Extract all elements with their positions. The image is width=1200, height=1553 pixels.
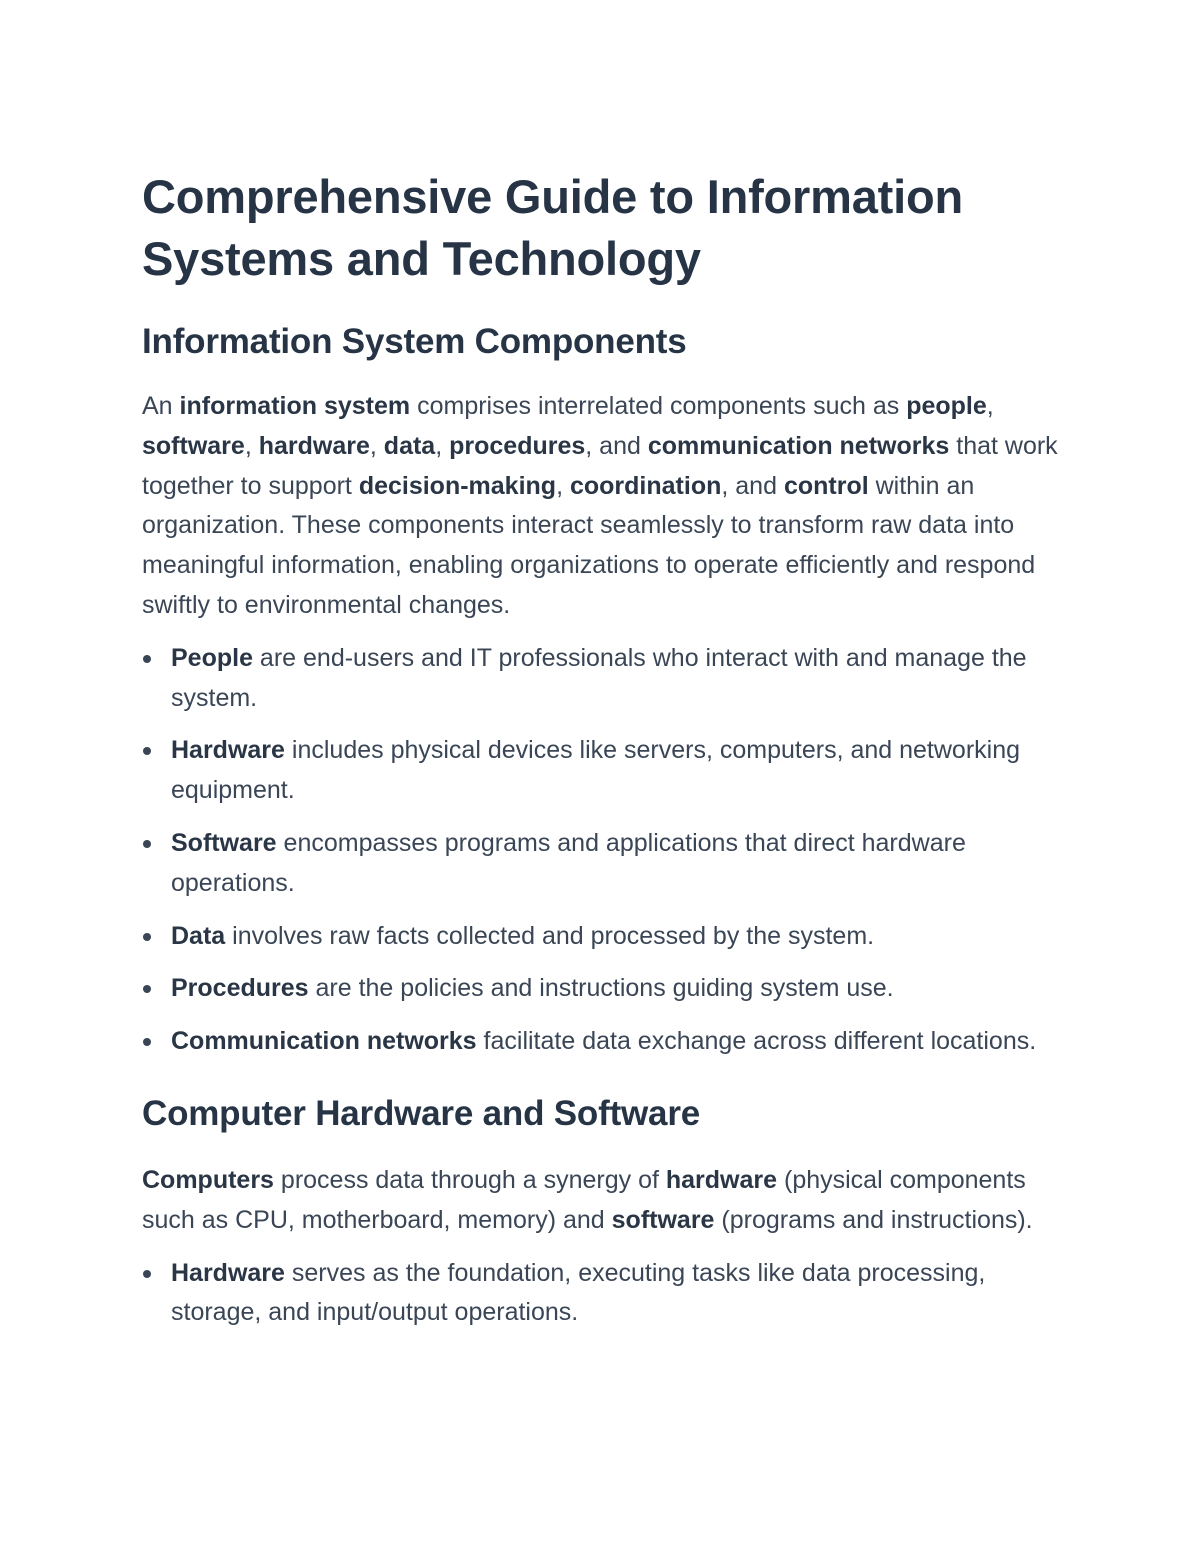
list-item-text: serves as the foundation, executing tasks like data processing, storage, and input/output operations. xyxy=(171,1258,986,1327)
components-bullet-list xyxy=(142,639,1060,1062)
text-run: (programs and instructions). xyxy=(714,1205,1033,1234)
section-heading-components: Information System Components xyxy=(142,322,687,361)
bullet-icon xyxy=(143,655,151,663)
components-intro-paragraph xyxy=(142,387,1060,626)
section-heading-hardware-software: Computer Hardware and Software xyxy=(142,1093,700,1133)
bullet-icon xyxy=(143,840,151,848)
bold-term: hardware xyxy=(258,431,370,460)
list-item-text: encompasses programs and applications that direct hardware operations. xyxy=(171,828,966,897)
bold-term: Computers xyxy=(142,1165,274,1194)
list-item xyxy=(142,731,1060,811)
list-item-term: Procedures xyxy=(171,974,309,1003)
text-run: , xyxy=(244,431,259,460)
bold-term: information system xyxy=(179,392,411,420)
bullet-icon xyxy=(143,1270,151,1278)
list-item-text: are the policies and instructions guiding system use. xyxy=(308,974,894,1003)
text-run: that work together to support xyxy=(142,431,1058,500)
bold-term: software xyxy=(611,1205,715,1234)
bold-term: hardware xyxy=(665,1165,778,1194)
bullet-icon xyxy=(143,1038,151,1046)
bold-term: procedures xyxy=(449,431,586,460)
list-item-term: Hardware xyxy=(171,736,285,765)
hardware-bullet-list xyxy=(142,1254,1060,1334)
bullet-icon xyxy=(143,747,151,755)
list-item-term: Software xyxy=(171,828,277,857)
list-item-term: Communication networks xyxy=(171,1027,477,1056)
list-item-text: facilitate data exchange across different locations. xyxy=(476,1027,1037,1056)
text-run: An xyxy=(142,392,180,420)
list-item-term: Hardware xyxy=(171,1258,285,1287)
text-run: , xyxy=(986,392,994,420)
list-item-term: People xyxy=(171,643,253,672)
bold-term: data xyxy=(383,431,436,460)
text-run: , xyxy=(369,431,384,460)
bold-term: communication networks xyxy=(647,431,950,460)
list-item xyxy=(142,639,1060,719)
text-run: , xyxy=(556,471,570,500)
list-item xyxy=(142,969,1060,1009)
bold-term: decision-making xyxy=(358,471,557,500)
list-item-text: includes physical devices like servers, computers, and networking equipment. xyxy=(171,736,1021,805)
text-run: , xyxy=(435,431,450,460)
list-item xyxy=(142,1022,1060,1062)
text-run: (physical components such as CPU, motherboard, memory) and xyxy=(142,1165,1026,1234)
hardware-intro-paragraph xyxy=(142,1161,1060,1241)
bold-term: coordination xyxy=(569,471,722,500)
bold-term: control xyxy=(783,471,869,500)
list-item-term: Data xyxy=(171,921,226,950)
list-item xyxy=(142,1254,1060,1334)
bold-term: software xyxy=(142,431,245,460)
text-run: process data through a synergy of xyxy=(273,1165,666,1194)
list-item-text: are end-users and IT professionals who interact with and manage the system. xyxy=(171,643,1027,712)
bullet-icon xyxy=(143,933,151,941)
list-item-text: involves raw facts collected and processed by the system. xyxy=(225,921,875,950)
list-item xyxy=(142,917,1060,957)
text-run: within an organization. These components interact seamlessly to transform raw data into meaningful information, enabling organizations to operate efficiently and respond swiftly to environmental changes. xyxy=(142,471,1036,619)
text-run: comprises interrelated components such as xyxy=(410,392,907,420)
text-run: , and xyxy=(585,431,648,460)
bold-term: people xyxy=(906,392,987,420)
page-title: Comprehensive Guide to Information Systems and Technology xyxy=(142,170,964,285)
text-run: , and xyxy=(721,471,784,500)
bullet-icon xyxy=(143,985,151,993)
list-item xyxy=(142,824,1060,904)
